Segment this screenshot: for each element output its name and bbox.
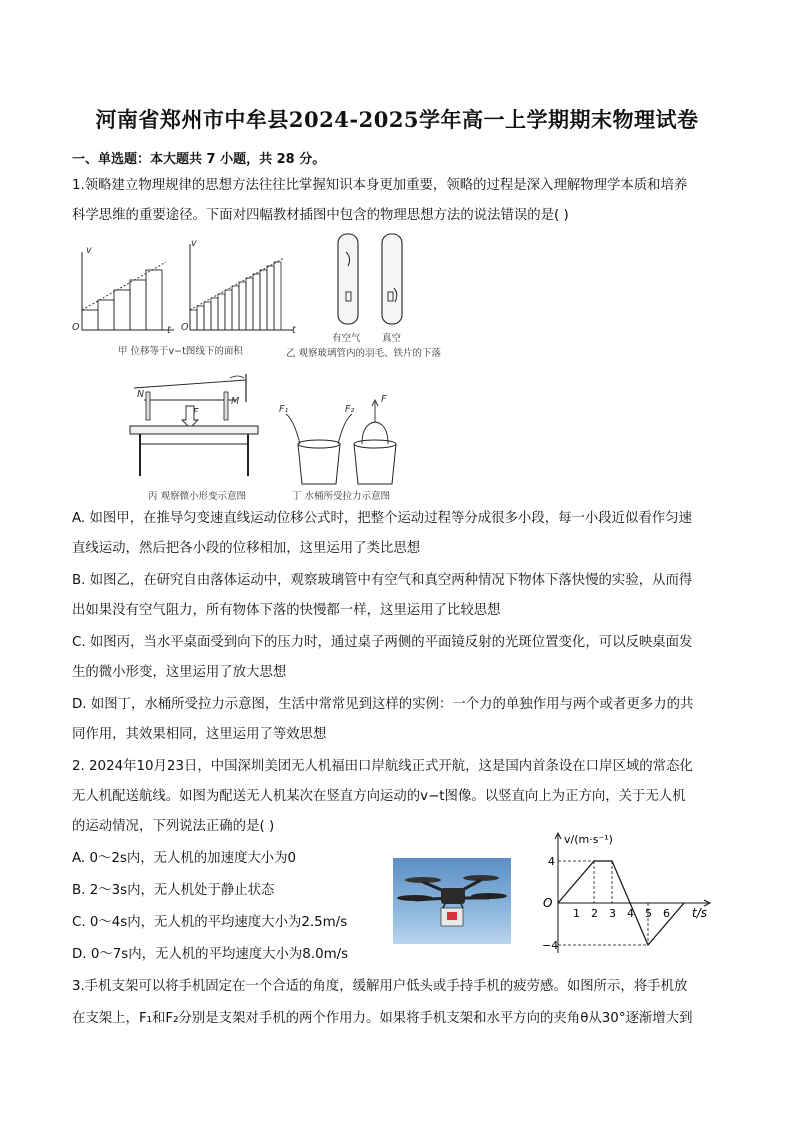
axis-v-label-2: v [191,238,197,249]
figure-jia-caption: 甲 位移等于v−t图线下的面积 [118,346,243,357]
q1-option-a-line2: 直线运动，然后把各小段的位移相加，这里运用了类比思想 [72,541,421,556]
figure-jia-right [180,240,300,338]
q1-stem-line2: 科学思维的重要途径。下面对四幅教材插图中包含的物理思想方法的说法错误的是( ) [72,208,569,223]
drone-icon [393,858,511,944]
q1-option-b-line1: B. 如图乙，在研究自由落体运动中，观察玻璃管中有空气和真空两种情况下物体下落快慢的实验，从而得 [72,573,693,588]
section-heading: 一、单选题：本大题共 7 小题，共 28 分。 [72,152,326,167]
origin-label: O [72,322,80,333]
axis-t-label-2: t [292,325,296,336]
q2-option-a: A. 0～2s内，无人机的加速度大小为0 [72,851,297,866]
q2-stem-line3: 的运动情况，下列说法正确的是( ) [72,819,275,834]
q1-option-d-line1: D. 如图丁，水桶所受拉力示意图，生活中常常见到这样的实例：一个力的单独作用与两个或者更多力的共 [72,697,694,712]
q1-option-b-line2: 出如果没有空气阻力，所有物体下落的快慢都一样，这里运用了比较思想 [72,603,501,618]
q2-option-c: C. 0～4s内，无人机的平均速度大小为2.5m/s [72,915,348,930]
mirror-m-label: M [231,396,240,407]
y-tick-label: −4 [542,939,559,952]
x-tick-label: 3 [609,907,616,920]
figure-yi-tubes [330,230,410,330]
vt-chart [528,825,720,960]
figure-ding-caption: 丁 水桶所受拉力示意图 [292,491,391,502]
q1-option-a-line1: A. 如图甲，在推导匀变速直线运动位移公式时，把整个运动过程等分成很多小段，每一小段近似看作匀速 [72,511,693,526]
origin-label: O [543,896,553,910]
x-axis-label: t/s [692,906,707,920]
q3-stem-line2: 在支架上，F₁和F₂分别是支架对手机的两个作用力。如果将手机支架和水平方向的夹角θ从30°逐渐增大到 [72,1011,693,1026]
origin-label-2: O [181,322,189,333]
x-tick-label: 5 [645,907,652,920]
figure-bing-table [126,370,266,482]
q1-option-c-line2: 生的微小形变，这里运用了放大思想 [72,665,287,680]
axis-v-label: v [86,245,92,256]
yi-label-air: 有空气 [332,333,361,344]
mirror-n-label: N [137,389,145,400]
q2-option-b: B. 2～3s内，无人机处于静止状态 [72,883,275,898]
figure-bing-caption: 丙 观察微小形变示意图 [148,491,247,502]
x-tick-label: 4 [627,907,634,920]
force-f2-label: F₂ [345,404,355,415]
q2-option-d: D. 0～7s内，无人机的平均速度大小为8.0m/s [72,947,349,962]
q2-stem-line1: 2. 2024年10月23日，中国深圳美团无人机福田口岸航线正式开航，这是国内首条设在口岸区域的常态化 [72,759,693,774]
q2-stem-line2: 无人机配送航线。如图为配送无人机某次在竖直方向运动的v−t图像。以竖直向上为正方向，关于无人机 [72,789,686,804]
force-f-label-2: F [381,394,387,405]
y-axis-label: v/(m·s⁻¹) [564,833,613,846]
figure-jia-left [70,248,180,338]
force-f-label: F [193,407,199,418]
x-tick-label: 2 [591,907,598,920]
q1-option-c-line1: C. 如图丙，当水平桌面受到向下的压力时，通过桌子两侧的平面镜反射的光斑位置变化，可以反映桌面发 [72,635,693,650]
figure-yi-caption: 乙 观察玻璃管内的羽毛、铁片的下落 [286,348,442,359]
page-title: 河南省郑州市中牟县2024-2025学年高一上学期期末物理试卷 [95,107,699,132]
y-tick-label: 4 [548,855,555,868]
q3-stem-line1: 3.手机支架可以将手机固定在一个合适的角度，缓解用户低头或手持手机的疲劳感。如图所示，将手机放 [72,979,688,994]
q1-stem-line1: 1.领略建立物理规律的思想方法往往比掌握知识本身更加重要，领略的过程是深入理解物理学本质和培养 [72,178,688,193]
drone-photo [393,858,511,944]
x-tick-label: 1 [573,907,580,920]
axis-t-label: t [167,325,171,336]
yi-label-vacuum: 真空 [382,333,402,344]
x-tick-label: 6 [663,907,670,920]
force-f1-label: F₁ [279,404,289,415]
q1-option-d-line2: 同作用，其效果相同，这里运用了等效思想 [72,727,327,742]
